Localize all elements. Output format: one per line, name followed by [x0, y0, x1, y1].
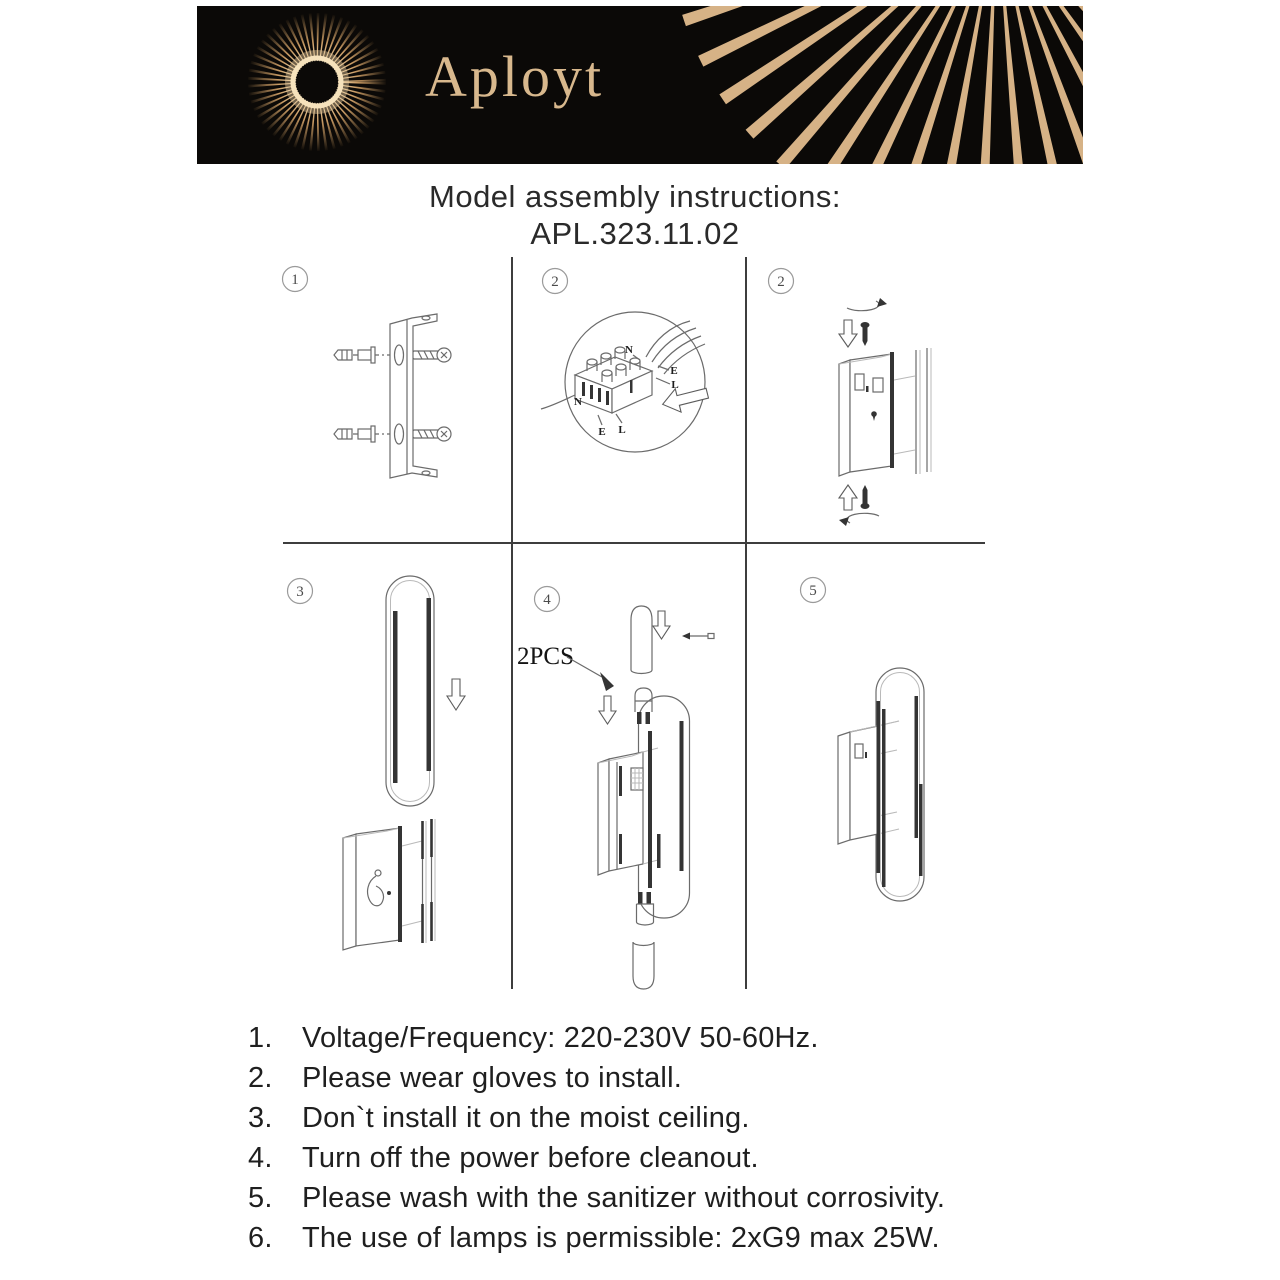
g9-socket-bottom: [637, 892, 654, 925]
svg-text:4: 4: [543, 592, 551, 608]
svg-text:2: 2: [551, 274, 559, 290]
down-arrow-icon: [653, 611, 670, 639]
svg-text:L: L: [618, 424, 626, 436]
rotate-arrow-top-icon: [847, 298, 887, 311]
down-arrow-icon: [447, 679, 465, 710]
side-rails: [421, 819, 435, 943]
brand-name: Aployt: [425, 44, 605, 109]
svg-text:L: L: [671, 379, 679, 391]
svg-text:1: 1: [291, 272, 299, 288]
svg-text:N: N: [574, 396, 582, 408]
list-item: [248, 1022, 1058, 1062]
item-text: Voltage/Frequency: 220-230V 50-60Hz.: [302, 1022, 819, 1054]
callout-leader: [567, 657, 614, 691]
brand-banner: [197, 6, 1083, 164]
item-text: Please wash with the sanitizer without corrosivity.: [302, 1182, 946, 1214]
radial-rays-icon: [802, 6, 1083, 111]
list-item: [248, 1182, 1058, 1222]
lamp-body: [839, 352, 915, 476]
item-number: 2.: [248, 1062, 273, 1094]
step-1-bracket-diagram: [280, 258, 511, 542]
step-badge: [283, 267, 308, 292]
title-line-2: APL.323.11.02: [530, 216, 740, 251]
item-number: 4.: [248, 1142, 273, 1174]
banner-art: [197, 6, 1083, 164]
list-item: [248, 1142, 1058, 1182]
glass-tube-bottom: [633, 942, 654, 989]
title-line-1: Model assembly instructions:: [429, 179, 841, 214]
down-arrow-left-icon: [599, 696, 616, 724]
terminal-block: [575, 347, 652, 413]
svg-text:E: E: [598, 426, 606, 438]
small-pin-arrow-icon: [682, 633, 714, 640]
mounted-body: [343, 826, 422, 950]
step-badge: [535, 587, 560, 612]
page-title: [0, 178, 1270, 252]
item-text: Please wear gloves to install.: [302, 1062, 682, 1094]
instruction-list: [248, 1022, 1058, 1262]
step-5-assembled-diagram: [747, 544, 985, 990]
item-number: 5.: [248, 1182, 273, 1214]
svg-text:N: N: [625, 344, 633, 356]
screw-top: [861, 322, 870, 346]
lamp-body: [598, 731, 661, 888]
insert-arrow-icon: [660, 382, 710, 416]
item-number: 1.: [248, 1022, 273, 1054]
side-rails: [916, 348, 931, 474]
glass-tube-top: [631, 606, 652, 674]
item-text: Turn off the power before cleanout.: [302, 1142, 759, 1174]
oval-ring: [639, 696, 690, 918]
svg-text:2: 2: [777, 274, 785, 290]
down-arrow-icon: [839, 320, 857, 347]
step-4-lamps-diagram: [512, 544, 745, 990]
item-number: 6.: [248, 1222, 273, 1254]
screw-bottom: [861, 485, 870, 509]
list-item: [248, 1222, 1058, 1262]
step-3-ring-diagram: [280, 544, 511, 990]
starburst-logo-icon: [277, 42, 357, 122]
step-badge: [769, 269, 794, 294]
step-2-mount-diagram: [747, 258, 985, 542]
list-item: [248, 1102, 1058, 1142]
rotate-arrow-bottom-icon: [839, 513, 879, 526]
item-text: Don`t install it on the moist ceiling.: [302, 1102, 750, 1134]
wall-bracket: [390, 314, 437, 478]
qty-callout: 2PCS: [517, 643, 574, 670]
led-bars: [877, 696, 923, 887]
oval-ring: [386, 576, 434, 806]
up-arrow-icon: [839, 485, 857, 510]
svg-text:3: 3: [296, 584, 304, 600]
step-badge: [801, 578, 826, 603]
item-text: The use of lamps is permissible: 2xG9 max 25W.: [302, 1222, 940, 1254]
list-item: [248, 1062, 1058, 1102]
step-badge: [543, 269, 568, 294]
item-number: 3.: [248, 1102, 273, 1134]
step-badge: [288, 579, 313, 604]
step-2-wiring-diagram: [512, 258, 745, 542]
svg-text:5: 5: [809, 583, 817, 599]
lamp-body: [838, 721, 899, 844]
svg-text:E: E: [670, 365, 678, 377]
